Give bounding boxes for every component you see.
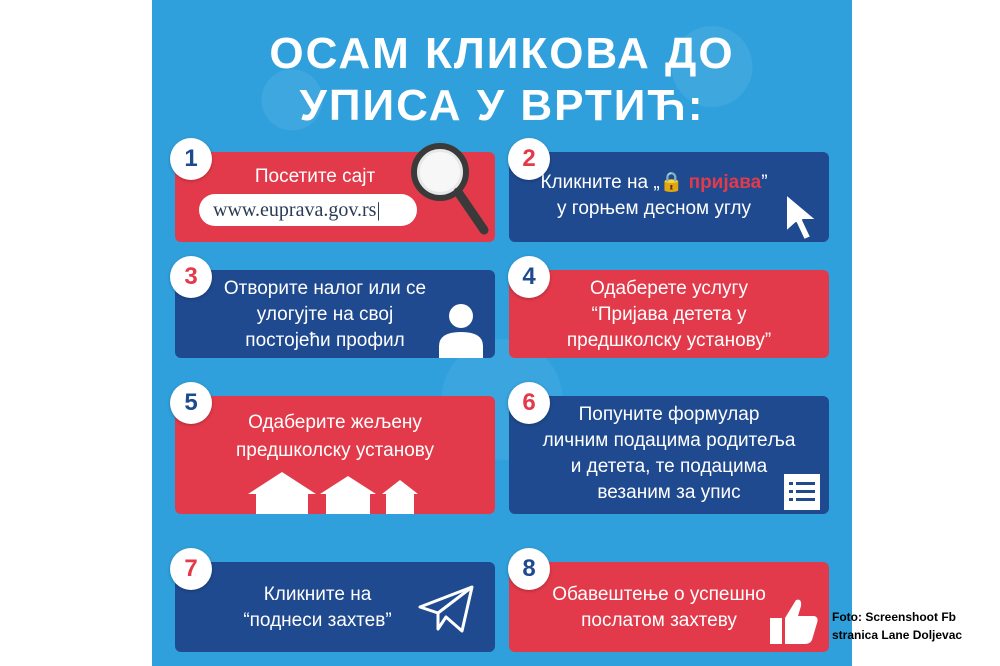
step-3-line-3: постојећи профил — [245, 330, 405, 351]
step-7-line-2: “поднеси захтев” — [243, 610, 392, 631]
thumbs-up-icon — [768, 596, 820, 646]
step-6-number: 6 — [508, 382, 550, 424]
step-7-line-1: Кликните на — [263, 584, 372, 605]
infographic-poster — [152, 0, 852, 666]
step-4-line-3: предшколску установу” — [566, 330, 772, 351]
step-6-card — [509, 396, 829, 514]
step-2-prefix: Кликните на „ — [540, 172, 660, 193]
step-4-number: 4 — [508, 256, 550, 298]
step-3-line-1: Отворите налог или се — [223, 278, 427, 299]
title-line-2: УПИСА У ВРТИЋ: — [299, 81, 705, 130]
step-2-suffix: ” — [761, 172, 768, 193]
houses-icon — [248, 470, 420, 514]
step-2-line-2: у горњем десном углу — [557, 198, 751, 219]
step-8-line-2: послатом захтеву — [581, 610, 737, 631]
step-6-line-4: везаним за упис — [597, 482, 741, 503]
step-4-line-1: Одаберете услугу — [590, 278, 748, 299]
caption-line-1: Foto: Screenshoot Fb — [832, 610, 956, 624]
login-link-text: 🔒 пријава — [659, 172, 762, 193]
step-2-card — [509, 152, 829, 242]
form-icon — [782, 472, 822, 512]
url-field: www.euprava.gov.rs| — [199, 194, 417, 226]
step-3-line-2: улогујте на свој — [256, 304, 394, 325]
step-5-line-1: Одаберите жељену — [248, 412, 422, 433]
step-5-number: 5 — [170, 382, 212, 424]
step-1-text: Посетите сајт — [254, 166, 376, 187]
step-7-number: 7 — [170, 548, 212, 590]
step-4-line-2: “Пријава детета у — [591, 304, 747, 325]
title-line-1: ОСАМ КЛИКОВА ДО — [269, 29, 735, 78]
user-icon — [437, 302, 485, 358]
poster-title — [152, 28, 852, 132]
step-6-line-3: и детета, те подацима — [570, 456, 768, 477]
step-8-line-1: Обавештење о успешно — [552, 584, 766, 605]
step-5-line-2: предшколску установу — [236, 440, 434, 461]
caption-line-2: stranica Lane Doljevac — [832, 628, 963, 642]
cursor-icon — [782, 192, 824, 244]
step-6-line-2: личним подацима родитеља — [542, 430, 796, 451]
step-6-line-1: Попуните формулар — [578, 404, 760, 425]
paper-plane-icon — [418, 585, 474, 633]
magnifier-icon — [408, 142, 490, 238]
step-8-number: 8 — [508, 548, 550, 590]
step-4-card — [509, 270, 829, 358]
step-2-number: 2 — [508, 138, 550, 180]
photo-caption — [832, 608, 1000, 644]
step-1-number: 1 — [170, 138, 212, 180]
step-3-number: 3 — [170, 256, 212, 298]
